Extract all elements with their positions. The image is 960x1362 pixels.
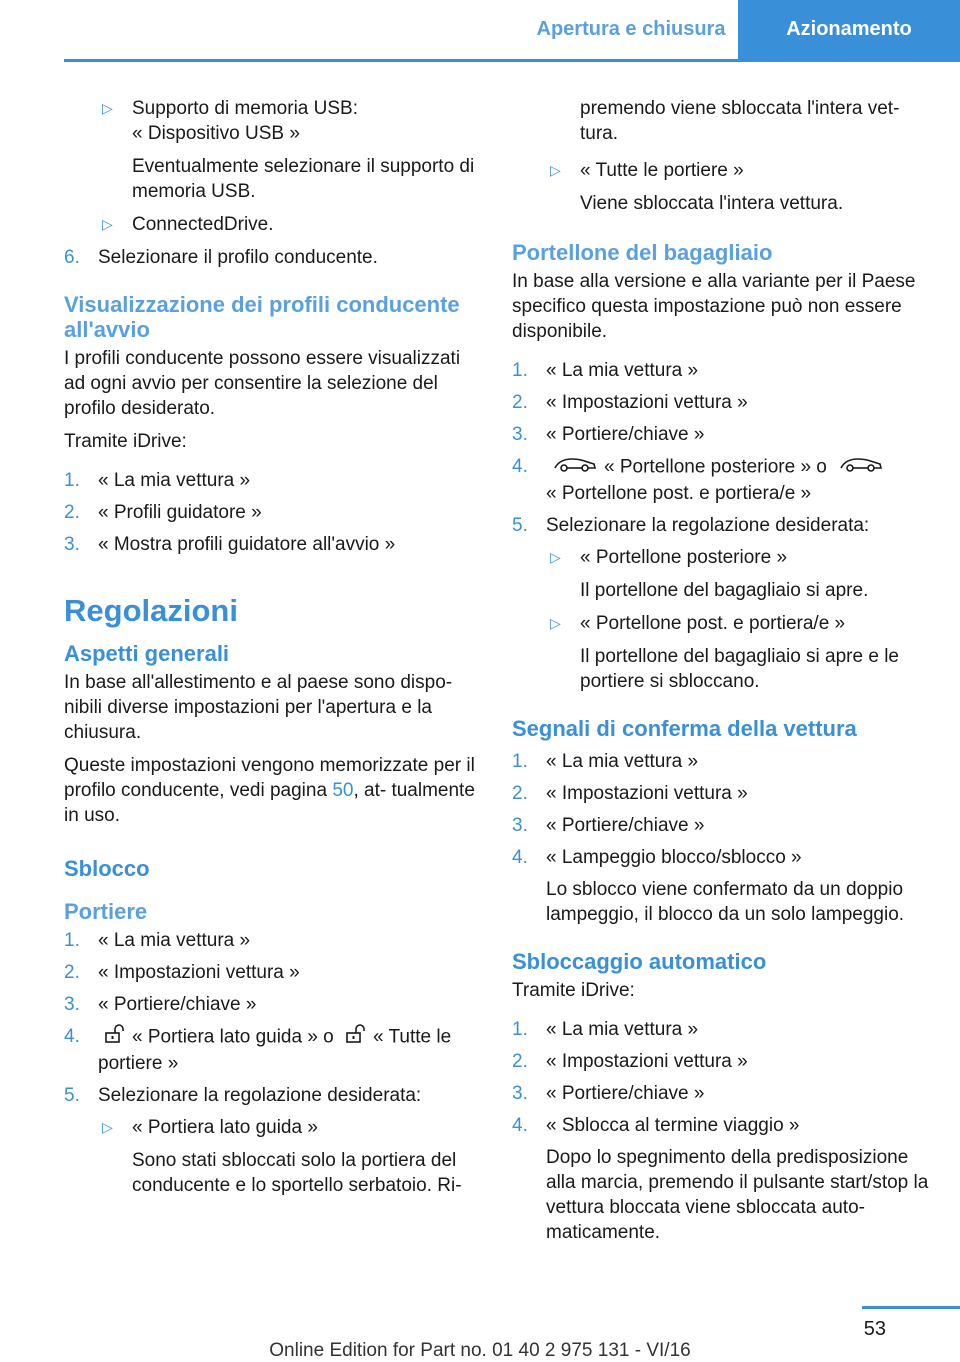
footer-edition: Online Edition for Part no. 01 40 2 975 131 - VI/16 [269, 1340, 691, 1361]
option-text: « Portiera lato guida » [132, 1117, 318, 1138]
list-item [64, 500, 484, 525]
step-number: 3. [512, 1083, 528, 1104]
list-item [512, 845, 932, 870]
step-number: 1. [64, 470, 80, 491]
list-item [64, 960, 484, 985]
option-note-continued: premendo viene sbloccata l'intera vet- tura. [580, 98, 900, 144]
step-text: « Impostazioni vettura » [98, 962, 300, 983]
step-text: Selezionare la regolazione desiderata: [98, 1085, 422, 1106]
heading-sbloccaggio: Sbloccaggio automatico [512, 949, 767, 974]
right-column [512, 96, 932, 1253]
heading-sblocco: Sblocco [64, 856, 150, 881]
step-text: « Lampeggio blocco/sblocco » [546, 847, 802, 868]
step-text: « Portiere/chiave » [98, 994, 257, 1015]
option-note: Lo sblocco viene confermato da un doppio lampeggio, il blocco da un solo lampeggio. [546, 879, 905, 925]
step-text: « La mia vettura » [98, 470, 251, 491]
heading-regolazioni: Regolazioni [64, 593, 238, 628]
step-text: « Impostazioni vettura » [546, 1051, 748, 1072]
step-text: « Portellone posteriore » o [604, 456, 827, 478]
bullet-triangle-icon: ▷ [102, 100, 113, 116]
paragraph [64, 753, 484, 828]
list-item [512, 513, 932, 538]
bullet-triangle-icon: ▷ [102, 1119, 113, 1135]
heading-segnali: Segnali di conferma della vettura [512, 716, 857, 741]
list-item [512, 1049, 932, 1074]
list-item [512, 422, 932, 447]
usb-item-menu: « Dispositivo USB » [132, 123, 300, 144]
footer-divider [862, 1306, 960, 1309]
step-text: « La mia vettura » [546, 360, 699, 381]
page-link[interactable]: 50 [332, 780, 354, 801]
step-number: 5. [64, 1085, 80, 1106]
list-item [64, 1024, 484, 1076]
step-text: « Profili guidatore » [98, 502, 262, 523]
list-item [64, 1115, 484, 1140]
step-number: 4. [512, 847, 528, 868]
step-text: « La mia vettura » [546, 751, 699, 772]
option-note: Il portellone del bagagliaio si apre. [580, 580, 869, 601]
paragraph: In base alla versione e alla variante per il Paese specifico questa impostazione può non essere disponibile. [512, 271, 916, 342]
list-item [64, 212, 484, 237]
step-number: 6. [64, 247, 80, 268]
option-text: « Tutte le portiere » [580, 160, 744, 181]
step-number: 2. [512, 392, 528, 413]
step-number: 4. [512, 456, 528, 477]
list-item [512, 545, 932, 570]
step-text: « Impostazioni vettura » [546, 783, 748, 804]
step-text: Selezionare la regolazione desiderata: [546, 515, 870, 536]
list-item [512, 358, 932, 383]
paragraph-text: , at- tualmente in uso. [64, 780, 475, 826]
paragraph: Tramite iDrive: [512, 980, 635, 1001]
step-text: « La mia vettura » [98, 930, 251, 951]
paragraph-text: Queste impostazioni vengono memorizzate per il profilo conducente, vedi pagina [64, 755, 475, 801]
paragraph: Tramite iDrive: [64, 431, 187, 452]
step-text: Selezionare il profilo conducente. [98, 247, 378, 268]
option-text: « Portellone posteriore » [580, 547, 788, 568]
bullet-triangle-icon: ▷ [102, 216, 113, 232]
step-number: 3. [64, 534, 80, 555]
usb-note: Eventualmente selezionare il supporto di memoria USB. [132, 156, 475, 202]
step-number: 1. [512, 1019, 528, 1040]
list-item [64, 532, 484, 557]
bullet-triangle-icon: ▷ [550, 615, 561, 631]
heading-visualizzazione: Visualizzazione dei profili conducente all'avvio [64, 292, 460, 342]
option-note: Viene sbloccata l'intera vettura. [580, 193, 844, 214]
step-text: « Portiere/chiave » [546, 424, 705, 445]
step-text: « Portiere/chiave » [546, 815, 705, 836]
list-item [64, 245, 484, 270]
heading-portellone: Portellone del bagagliaio [512, 240, 773, 265]
step-number: 2. [512, 1051, 528, 1072]
list-item [512, 454, 932, 506]
step-number: 2. [64, 502, 80, 523]
connecteddrive-item: ConnectedDrive. [132, 214, 274, 235]
step-text: « La mia vettura » [546, 1019, 699, 1040]
tab-azionamento[interactable]: Azionamento [738, 0, 960, 59]
step-text: « Tutte le portiere » [98, 1026, 452, 1074]
left-column [64, 96, 484, 1206]
step-text: « Portiere/chiave » [546, 1083, 705, 1104]
step-text: « Portellone post. e portiera/e » [546, 483, 812, 504]
step-text: « Mostra profili guidatore all'avvio » [98, 534, 396, 555]
list-item [64, 928, 484, 953]
usb-item: Supporto di memoria USB: [132, 98, 358, 119]
option-note: Il portellone del bagagliaio si apre e le portiere si sbloccano. [580, 646, 899, 692]
step-number: 2. [64, 962, 80, 983]
list-item [64, 1083, 484, 1108]
bullet-triangle-icon: ▷ [550, 162, 561, 178]
step-number: 1. [512, 360, 528, 381]
heading-aspetti-generali: Aspetti generali [64, 641, 230, 666]
option-note: Dopo lo spegnimento della predisposizione alla marcia, premendo il pulsante start/stop la vettura bloccata viene sbloccata auto- maticamente. [546, 1147, 929, 1243]
bullet-triangle-icon: ▷ [550, 549, 561, 565]
step-number: 3. [512, 424, 528, 445]
step-number: 1. [64, 930, 80, 951]
step-number: 2. [512, 783, 528, 804]
page-number: 53 [863, 1318, 886, 1340]
step-text: « Portiera lato guida » o [132, 1026, 334, 1048]
step-text: « Sblocca al termine viaggio » [546, 1115, 800, 1136]
list-item [512, 1113, 932, 1138]
option-note: Sono stati sbloccati solo la portiera del conducente e lo sportello serbatoio. Ri- [132, 1150, 462, 1196]
header-bar [64, 0, 960, 62]
unlock-icon [104, 1024, 126, 1051]
step-number: 4. [512, 1115, 528, 1136]
step-number: 4. [64, 1026, 80, 1047]
step-number: 5. [512, 515, 528, 536]
list-item [512, 1017, 932, 1042]
list-item [64, 96, 484, 146]
step-number: 1. [512, 751, 528, 772]
option-text: « Portellone post. e portiera/e » [580, 613, 846, 634]
unlock-icon [345, 1024, 367, 1051]
list-item [512, 158, 932, 183]
list-item [512, 781, 932, 806]
paragraph: In base all'allestimento e al paese sono dispo- nibili diverse impostazioni per l'apertura e la chiusura. [64, 672, 453, 743]
car-tailgate-icon [838, 454, 884, 481]
list-item [64, 468, 484, 493]
step-number: 3. [64, 994, 80, 1015]
paragraph: I profili conducente possono essere visualizzati ad ogni avvio per consentire la selezione del profilo desiderato. [64, 348, 461, 419]
list-item [512, 749, 932, 774]
heading-portiere: Portiere [64, 899, 148, 924]
car-tailgate-icon [552, 454, 598, 481]
list-item [512, 611, 932, 636]
tab-apertura-chiusura[interactable]: Apertura e chiusura [536, 18, 726, 40]
step-number: 3. [512, 815, 528, 836]
list-item [512, 390, 932, 415]
step-text: « Impostazioni vettura » [546, 392, 748, 413]
list-item [512, 1081, 932, 1106]
list-item [64, 992, 484, 1017]
list-item [512, 813, 932, 838]
